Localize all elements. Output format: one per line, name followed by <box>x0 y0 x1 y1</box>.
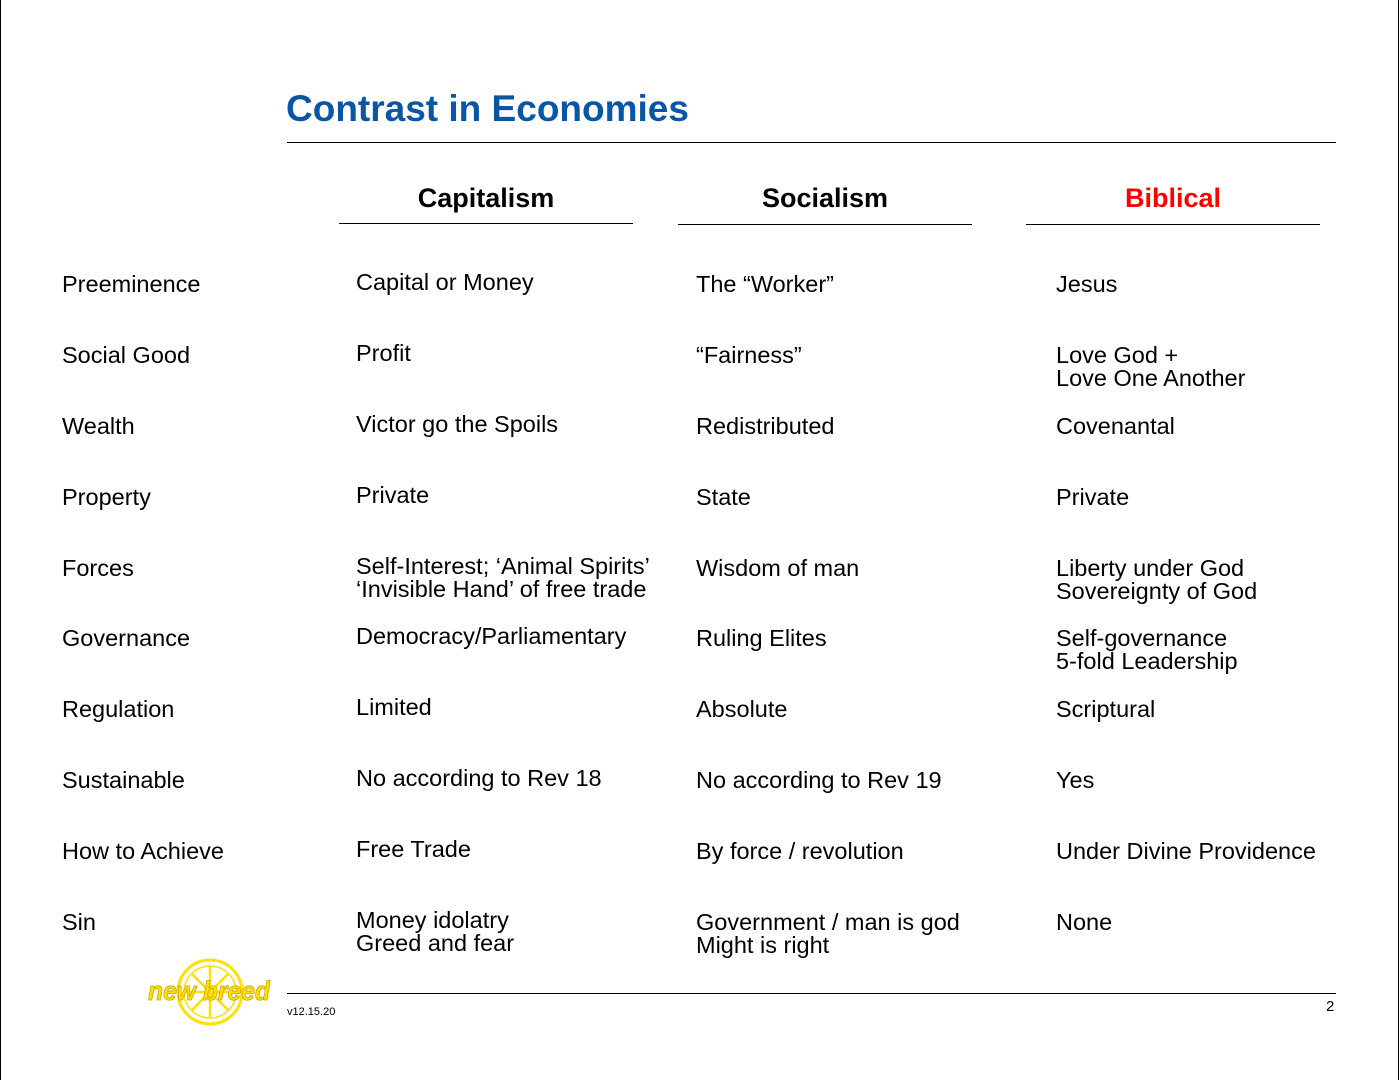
cell-line: Scriptural <box>1056 696 1156 722</box>
cell-socialism <box>696 486 751 509</box>
cell-line: Government / man is god <box>696 909 960 935</box>
row-label: Property <box>62 484 151 510</box>
cell-line: 5-fold Leadership <box>1056 648 1238 674</box>
cell-line: Absolute <box>696 696 788 722</box>
cell-socialism <box>696 840 904 863</box>
column-header-biblical: Biblical <box>1124 183 1222 213</box>
slide-title: Contrast in Economies <box>286 88 689 129</box>
cell-line: No according to Rev 18 <box>356 765 602 791</box>
slide-right-edge <box>1398 0 1399 1080</box>
row-label: How to Achieve <box>62 838 224 864</box>
new-breed-logo <box>144 957 274 1029</box>
cell-line: By force / revolution <box>696 838 904 864</box>
cell-line: No according to Rev 19 <box>696 767 942 793</box>
cell-line: Love God + <box>1056 342 1179 368</box>
row-label: Governance <box>62 625 191 651</box>
cell-biblical <box>1056 344 1245 390</box>
cell-biblical <box>1056 557 1257 603</box>
row-label: Sin <box>62 909 96 935</box>
footer-divider <box>287 993 1336 994</box>
cell-biblical <box>1056 911 1112 934</box>
page-number: 2 <box>1326 998 1335 1015</box>
cell-biblical <box>1056 627 1238 673</box>
cell-line: Private <box>356 482 430 508</box>
column-underline-biblical <box>1026 224 1320 225</box>
cell-line: Yes <box>1056 767 1095 793</box>
row-label: Sustainable <box>62 767 185 793</box>
cell-line: ‘Invisible Hand’ of free trade <box>356 576 647 602</box>
row-label: Wealth <box>62 413 135 439</box>
cell-biblical <box>1056 698 1155 721</box>
cell-line: The “Worker” <box>696 271 834 297</box>
logo-wordmark: new breed <box>148 976 271 1006</box>
cell-capitalism <box>356 342 411 365</box>
cell-capitalism <box>356 271 534 294</box>
row-label: Preeminence <box>62 271 201 297</box>
cell-line: Victor go the Spoils <box>356 411 559 437</box>
cell-line: Profit <box>356 340 411 366</box>
cell-line: Greed and fear <box>356 930 515 956</box>
cell-line: “Fairness” <box>696 342 802 368</box>
cell-line: Free Trade <box>356 836 471 862</box>
cell-socialism <box>696 627 827 650</box>
cell-capitalism <box>356 484 429 507</box>
cell-socialism <box>696 415 834 438</box>
cell-socialism <box>696 344 802 367</box>
cell-biblical <box>1056 415 1175 438</box>
cell-line: Money idolatry <box>356 907 509 933</box>
cell-line: Under Divine Providence <box>1056 838 1316 864</box>
version-label: v12.15.20 <box>287 1006 336 1018</box>
cell-line: Self-Interest; ‘Animal Spirits’ <box>356 553 650 579</box>
cell-line: Covenantal <box>1056 413 1175 439</box>
cell-line: Sovereignty of God <box>1056 578 1258 604</box>
cell-line: Self-governance <box>1056 625 1228 651</box>
cell-socialism <box>696 273 834 296</box>
cell-line: Ruling Elites <box>696 625 827 651</box>
cell-line: Redistributed <box>696 413 835 439</box>
cell-socialism <box>696 557 859 580</box>
cell-line: State <box>696 484 751 510</box>
cell-capitalism <box>356 696 432 719</box>
cell-line: Democracy/Parliamentary <box>356 623 627 649</box>
cell-line: Jesus <box>1056 271 1118 297</box>
cell-line: Wisdom of man <box>696 555 860 581</box>
cell-capitalism <box>356 625 626 648</box>
cell-biblical <box>1056 769 1094 792</box>
cell-capitalism <box>356 555 650 601</box>
title-divider <box>287 142 1336 143</box>
column-underline-capitalism <box>339 223 633 224</box>
cell-line: Love One Another <box>1056 365 1246 391</box>
slide-left-edge <box>0 0 1 1080</box>
row-label: Regulation <box>62 696 175 722</box>
cell-biblical <box>1056 273 1117 296</box>
cell-capitalism <box>356 413 558 436</box>
cell-line: Capital or Money <box>356 269 534 295</box>
column-header-capitalism: Capitalism <box>417 183 555 213</box>
cell-line: Might is right <box>696 932 830 958</box>
cell-line: Liberty under God <box>1056 555 1245 581</box>
row-label: Forces <box>62 555 134 581</box>
cell-biblical <box>1056 840 1316 863</box>
cell-socialism <box>696 698 787 721</box>
column-header-socialism: Socialism <box>761 183 889 213</box>
cell-line: Limited <box>356 694 432 720</box>
cell-biblical <box>1056 486 1129 509</box>
cell-capitalism <box>356 909 514 955</box>
cell-capitalism <box>356 838 471 861</box>
row-label: Social Good <box>62 342 191 368</box>
cell-line: Private <box>1056 484 1130 510</box>
cell-capitalism <box>356 767 602 790</box>
cell-line: None <box>1056 909 1113 935</box>
column-underline-socialism <box>678 224 972 225</box>
cell-socialism <box>696 769 942 792</box>
cell-socialism <box>696 911 960 957</box>
